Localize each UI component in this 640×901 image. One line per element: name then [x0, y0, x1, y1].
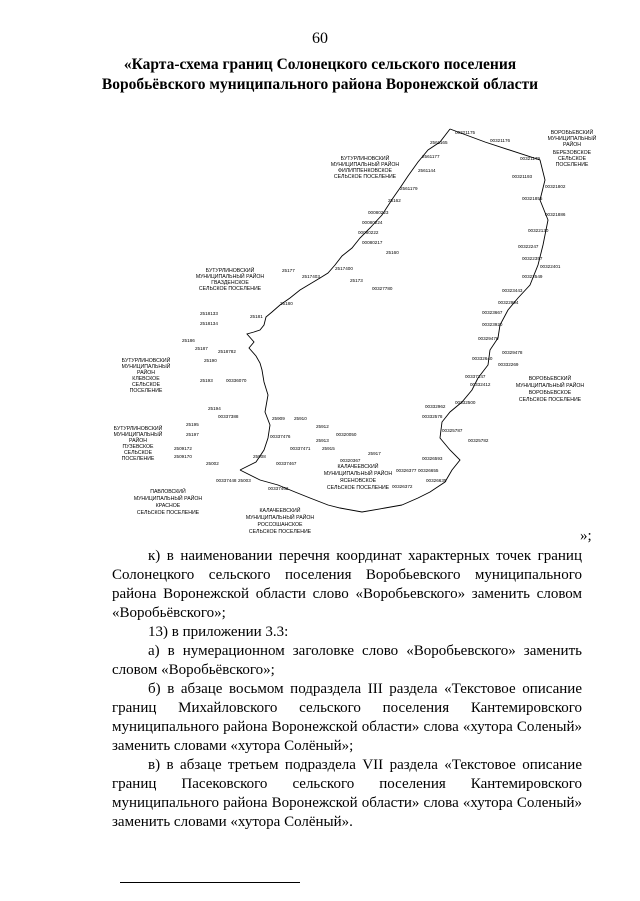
- map-point-label: 00336070: [226, 378, 247, 383]
- map-point-label: 00332412: [470, 382, 491, 387]
- svg-text:СЕЛЬСКОЕ ПОСЕЛЕНИЕ: СЕЛЬСКОЕ ПОСЕЛЕНИЕ: [326, 485, 390, 491]
- map-point-label: 25197: [186, 432, 199, 437]
- map-point-label: 00325787: [442, 428, 463, 433]
- svg-text:РАЙОН: РАЙОН: [128, 438, 148, 444]
- svg-text:БЕРЕЗОВСКОЕ: БЕРЕЗОВСКОЕ: [552, 150, 592, 156]
- svg-text:ПОСЕЛЕНИЕ: ПОСЕЛЕНИЕ: [555, 162, 589, 168]
- map-point-label: 25917: [368, 451, 381, 456]
- region-label-buturlinovsky-filippenkovskoe: [331, 154, 400, 180]
- map-point-label: 00080223: [368, 210, 389, 215]
- map-point-label: 25909: [272, 416, 285, 421]
- paragraph-k: к) в наименовании перечня координат характерных точек границ Солонецкого сельского поселения Воробьевского муниципального района Воронежской области слово «Воробьевского» заменить словом «Воробьёвского»;: [112, 548, 582, 621]
- map-point-label: 00326372: [392, 484, 413, 489]
- footnote-divider: [120, 882, 300, 883]
- map-point-label: 25193: [200, 378, 213, 383]
- svg-text:ПУЗЕВСКОЕ: ПУЗЕВСКОЕ: [122, 444, 154, 450]
- map-point-label: 00325782: [468, 438, 489, 443]
- map-point-label: 25173: [350, 278, 363, 283]
- document-title: [60, 55, 580, 95]
- svg-text:БУТУРЛИНОВСКИЙ: БУТУРЛИНОВСКИЙ: [113, 426, 163, 432]
- svg-text:СЕЛЬСКОЕ: СЕЛЬСКОЕ: [131, 382, 161, 388]
- map-point-label: 00337147: [465, 374, 486, 379]
- map-point-label: 25177: [282, 268, 295, 273]
- page-number: 60: [312, 30, 328, 47]
- map-point-label: 00321193: [512, 174, 533, 179]
- map-point-label: 00321886: [545, 212, 566, 217]
- map-point-label: 00326593: [422, 456, 443, 461]
- map-point-label: 00321802: [545, 184, 566, 189]
- map-point-label: 00329478: [502, 350, 523, 355]
- svg-text:ФИЛИППЕНКОВСКОЕ: ФИЛИППЕНКОВСКОЕ: [338, 168, 392, 174]
- map-point-label: 2561144: [418, 168, 436, 173]
- map-point-label: 00080222: [358, 230, 379, 235]
- region-label-buturlinovsky-puzevskoe: [114, 424, 163, 462]
- map-point-label: 00322994: [498, 300, 519, 305]
- map-point-label: 00080217: [362, 240, 383, 245]
- map-point-label: 00323920: [482, 322, 503, 327]
- map-point-label: 00321179: [520, 156, 541, 161]
- paragraph-v: в) в абзаце третьем подраздела VII раздела «Текстовое описание границ Пасековского сельского поселения Кантемировского муниципального района Воронежской области» слова «хутора Соленый» заменить словами «хутора Солёный».: [112, 757, 582, 830]
- svg-text:СЕЛЬСКОЕ: СЕЛЬСКОЕ: [123, 450, 153, 456]
- map-point-label: 00337471: [290, 446, 311, 451]
- map-point-label: 00337467: [276, 461, 297, 466]
- svg-text:ПОСЕЛЕНИЕ: ПОСЕЛЕНИЕ: [121, 456, 155, 462]
- map-point-label: 2517403: [302, 274, 320, 279]
- map-point-label: 00332962: [425, 404, 446, 409]
- region-label-vorobievsky-vorobievskoe: [516, 374, 585, 403]
- svg-text:ВОРОБЬЕВСКИЙ: ВОРОБЬЕВСКИЙ: [550, 130, 594, 136]
- map-point-label: 00326377: [396, 468, 417, 473]
- map-point-label: 25195: [186, 422, 199, 427]
- boundary-map: [100, 120, 600, 540]
- boundary-line-right: [402, 129, 548, 505]
- map-point-label: 00337476: [270, 434, 291, 439]
- map-point-label: 2518133: [200, 311, 218, 316]
- svg-text:КЛЕВСКОЕ: КЛЕВСКОЕ: [132, 376, 160, 382]
- map-point-label: 00337388: [218, 414, 239, 419]
- map-point-label: 00332578: [422, 414, 443, 419]
- point-labels-right: [418, 138, 566, 483]
- map-point-label: 00321175: [455, 130, 476, 135]
- map-point-label: 25002: [206, 461, 219, 466]
- map-point-label: 00332269: [498, 362, 519, 367]
- map-point-label: 25187: [195, 346, 208, 351]
- amendment-text: [112, 547, 582, 832]
- svg-text:СЕЛЬСКОЕ ПОСЕЛЕНИЕ: СЕЛЬСКОЕ ПОСЕЛЕНИЕ: [136, 510, 200, 516]
- svg-text:СЕЛЬСКОЕ ПОСЕЛЕНИЕ: СЕЛЬСКОЕ ПОСЕЛЕНИЕ: [518, 397, 582, 403]
- map-point-label: 25160: [386, 250, 399, 255]
- map-point-label: 25186: [182, 338, 195, 343]
- svg-text:ВОРОБЬЕВСКИЙ: ВОРОБЬЕВСКИЙ: [528, 376, 572, 382]
- svg-text:МУНИЦИПАЛЬНЫЙ РАЙОН: МУНИЦИПАЛЬНЫЙ РАЙОН: [515, 383, 585, 389]
- svg-text:РАЙОН: РАЙОН: [562, 142, 582, 148]
- region-label-kalacheevsky-yasenovskoe: [324, 462, 393, 491]
- paragraph-a: а) в нумерационном заголовке слово «Воробьевского» заменить словом «Воробьёвского»;: [112, 643, 582, 678]
- svg-text:СЕЛЬСКОЕ ПОСЕЛЕНИЕ: СЕЛЬСКОЕ ПОСЕЛЕНИЕ: [333, 174, 397, 180]
- svg-text:ЯСЕНОВСКОЕ: ЯСЕНОВСКОЕ: [339, 478, 377, 484]
- svg-text:МУНИЦИПАЛЬНЫЙ РАЙОН: МУНИЦИПАЛЬНЫЙ РАЙОН: [323, 471, 393, 477]
- svg-text:СЕЛЬСКОЕ ПОСЕЛЕНИЕ: СЕЛЬСКОЕ ПОСЕЛЕНИЕ: [248, 529, 312, 535]
- svg-text:РОССОШАНСКОЕ: РОССОШАНСКОЕ: [257, 522, 303, 528]
- svg-text:МУНИЦИПАЛЬНЫЙ: МУНИЦИПАЛЬНЫЙ: [113, 432, 163, 438]
- region-label-buturlinovsky-kleevskoe: [122, 356, 171, 394]
- region-label-pavlovsky-krasnoe: [134, 487, 203, 516]
- point-labels-left: [174, 130, 476, 491]
- paragraph-b: б) в абзаце восьмом подраздела III раздела «Текстовое описание границ Михайловского сельского поселения Кантемировского муниципального района Воронежской области» слова «хутора Соленый» заменить словами «хутора Солёный»;: [112, 681, 582, 754]
- paragraph-13: 13) в приложении 3.3:: [148, 624, 289, 640]
- map-point-label: 00332640: [472, 356, 493, 361]
- map-point-label: 00322357: [522, 256, 543, 261]
- map-point-label: 25915: [322, 446, 335, 451]
- title-line-1: «Карта-схема границ Солонецкого сельского поселения: [123, 56, 517, 73]
- map-point-label: 00323667: [482, 310, 503, 315]
- map-point-label: 00322247: [518, 244, 539, 249]
- svg-text:МУНИЦИПАЛЬНЫЙ РАЙОН: МУНИЦИПАЛЬНЫЙ РАЙОН: [330, 162, 400, 168]
- map-point-label: 25194: [208, 406, 221, 411]
- map-point-label: 2517400: [335, 266, 353, 271]
- map-point-label: 25910: [294, 416, 307, 421]
- map-point-label: 00327780: [372, 286, 393, 291]
- map-point-label: 2518782: [218, 349, 236, 354]
- svg-text:ПОСЕЛЕНИЕ: ПОСЕЛЕНИЕ: [129, 388, 163, 394]
- boundary-map-svg: [100, 120, 600, 540]
- map-point-label: 2518134: [200, 321, 218, 326]
- svg-text:БУТУРЛИНОВСКИЙ: БУТУРЛИНОВСКИЙ: [205, 268, 255, 274]
- svg-text:КАЛАЧЕЕВСКИЙ: КАЛАЧЕЕВСКИЙ: [259, 508, 301, 514]
- quote-close: »;: [580, 528, 592, 544]
- region-label-buturlinovsky-gvazdenskoe: [196, 266, 265, 292]
- svg-text:ГВАЗДЕНСКОЕ: ГВАЗДЕНСКОЕ: [211, 280, 249, 286]
- svg-text:ВОРОБЬЕВСКОЕ: ВОРОБЬЕВСКОЕ: [528, 390, 572, 396]
- svg-text:КАЛАЧЕЕВСКИЙ: КАЛАЧЕЕВСКИЙ: [337, 464, 379, 470]
- map-point-label: 00322549: [522, 274, 543, 279]
- map-point-label: 00321176: [490, 138, 511, 143]
- svg-text:КРАСНОЕ: КРАСНОЕ: [155, 503, 181, 509]
- svg-text:БУТУРЛИНОВСКИЙ: БУТУРЛИНОВСКИЙ: [340, 156, 390, 162]
- map-point-label: 00326635: [426, 478, 447, 483]
- map-point-label: 00320367: [340, 458, 361, 463]
- map-point-label: 25003: [238, 478, 251, 483]
- title-line-2: Воробьёвского муниципального района Воронежской области: [101, 76, 539, 93]
- map-point-label: 25912: [316, 424, 329, 429]
- map-point-label: 00080224: [362, 220, 383, 225]
- svg-text:СЕЛЬСКОЕ: СЕЛЬСКОЕ: [557, 156, 587, 162]
- map-point-label: 00322401: [540, 264, 561, 269]
- map-point-label: 25180: [280, 301, 293, 306]
- svg-text:БУТУРЛИНОВСКИЙ: БУТУРЛИНОВСКИЙ: [121, 358, 171, 364]
- svg-text:МУНИЦИПАЛЬНЫЙ РАЙОН: МУНИЦИПАЛЬНЫЙ РАЙОН: [133, 496, 203, 502]
- map-point-label: 00320050: [336, 432, 357, 437]
- map-point-label: 2509170: [174, 454, 192, 459]
- map-point-label: 00323443: [502, 288, 523, 293]
- region-label-vorobievsky-berezovskoe: [548, 128, 597, 168]
- map-point-label: 00329476: [478, 336, 499, 341]
- region-label-kalacheevsky-rossoshanskoe: [246, 506, 315, 535]
- svg-text:РАЙОН: РАЙОН: [136, 370, 156, 376]
- svg-text:МУНИЦИПАЛЬНЫЙ РАЙОН: МУНИЦИПАЛЬНЫЙ РАЙОН: [245, 515, 315, 521]
- map-point-label: 00332500: [455, 400, 476, 405]
- map-point-label: 2561165: [430, 140, 448, 145]
- map-point-label: 00326655: [418, 468, 439, 473]
- map-point-label: 25190: [204, 358, 217, 363]
- map-point-label: 25908: [253, 454, 266, 459]
- map-point-label: 2561179: [400, 186, 418, 191]
- map-point-label: 2561177: [422, 154, 440, 159]
- map-point-label: 00321855: [522, 196, 543, 201]
- map-point-label: 00337448: [216, 478, 237, 483]
- map-point-label: 25181: [250, 314, 263, 319]
- svg-text:ПАВЛОВСКИЙ: ПАВЛОВСКИЙ: [150, 489, 186, 495]
- svg-text:СЕЛЬСКОЕ ПОСЕЛЕНИЕ: СЕЛЬСКОЕ ПОСЕЛЕНИЕ: [198, 286, 262, 292]
- map-point-label: 00322130: [528, 228, 549, 233]
- map-point-label: 25162: [388, 198, 401, 203]
- svg-text:МУНИЦИПАЛЬНЫЙ: МУНИЦИПАЛЬНЫЙ: [547, 136, 597, 142]
- map-point-label: 2509172: [174, 446, 192, 451]
- map-point-label: 25913: [316, 438, 329, 443]
- map-point-label: 00337462: [268, 486, 289, 491]
- svg-text:МУНИЦИПАЛЬНЫЙ: МУНИЦИПАЛЬНЫЙ: [121, 364, 171, 370]
- svg-text:МУНИЦИПАЛЬНЫЙ РАЙОН: МУНИЦИПАЛЬНЫЙ РАЙОН: [195, 274, 265, 280]
